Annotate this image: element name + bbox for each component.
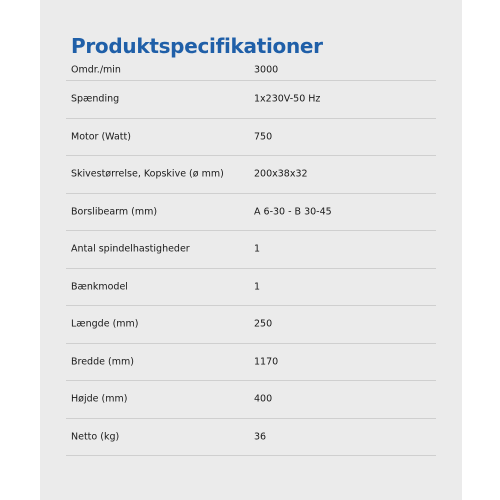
spec-row xyxy=(66,81,436,119)
spec-row xyxy=(66,269,436,307)
spec-value: 250 xyxy=(254,318,273,330)
spec-row xyxy=(66,419,436,457)
spec-value: 1 xyxy=(254,243,261,255)
spec-row xyxy=(66,194,436,232)
spec-value: 1x230V-50 Hz xyxy=(254,93,321,105)
spec-value: 1170 xyxy=(254,356,279,368)
spec-value: 750 xyxy=(254,131,273,143)
spec-row xyxy=(66,62,436,81)
spec-value: 3000 xyxy=(254,64,279,76)
spec-label: Bredde (mm) xyxy=(71,356,134,368)
page-title: Produktspecifikationer xyxy=(71,34,323,58)
spec-row xyxy=(66,344,436,382)
spec-row xyxy=(66,119,436,157)
spec-label: Skivestørrelse, Kopskive (ø mm) xyxy=(71,168,224,180)
spec-label: Bænkmodel xyxy=(71,281,128,293)
spec-label: Længde (mm) xyxy=(71,318,139,330)
spec-value: 400 xyxy=(254,393,273,405)
spec-label: Omdr./min xyxy=(71,64,121,76)
spec-value: 200x38x32 xyxy=(254,168,308,180)
spec-label: Antal spindelhastigheder xyxy=(71,243,190,255)
spec-row xyxy=(66,156,436,194)
spec-value: 1 xyxy=(254,281,261,293)
spec-value: A 6-30 - B 30-45 xyxy=(254,206,332,218)
spec-row xyxy=(66,306,436,344)
spec-row xyxy=(66,381,436,419)
spec-label: Borslibearm (mm) xyxy=(71,206,158,218)
spec-label: Højde (mm) xyxy=(71,393,128,405)
spec-table xyxy=(66,62,436,456)
spec-row xyxy=(66,231,436,269)
spec-label: Motor (Watt) xyxy=(71,131,131,143)
spec-label: Spænding xyxy=(71,93,120,105)
spec-value: 36 xyxy=(254,431,267,443)
spec-label: Netto (kg) xyxy=(71,431,120,443)
